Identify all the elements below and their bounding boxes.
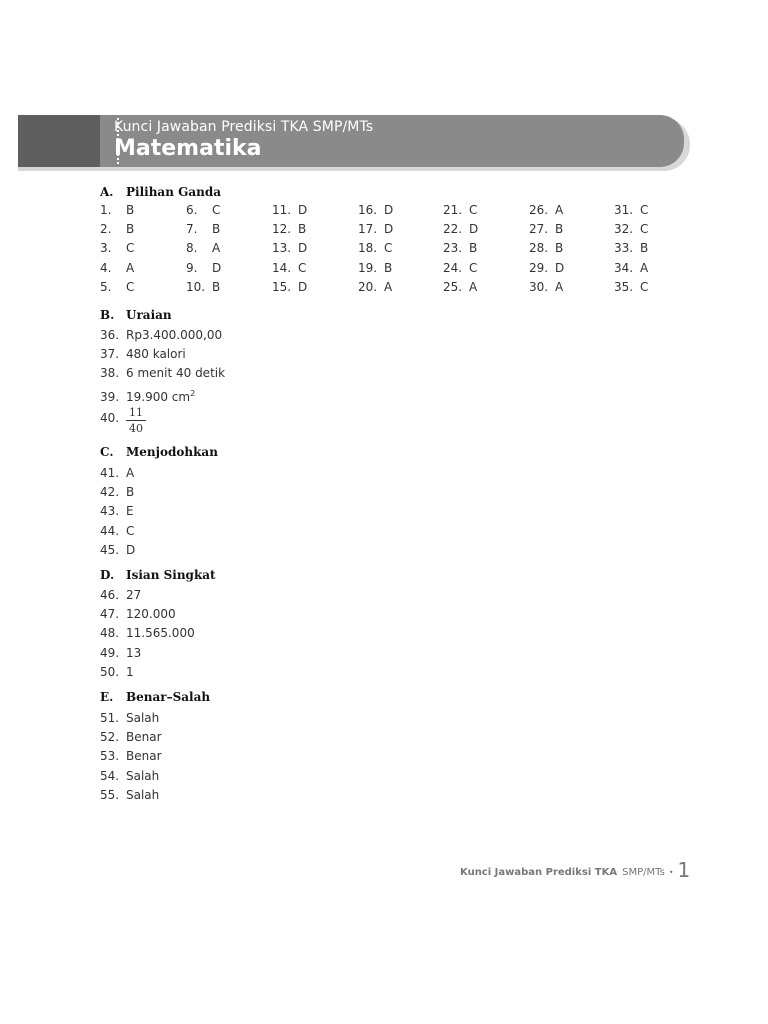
section-c-heading <box>100 445 218 459</box>
list-item: 14. C <box>272 260 307 275</box>
list-item: 8. A <box>186 241 221 256</box>
list-item: 16. D <box>358 203 394 217</box>
fraction <box>126 406 146 435</box>
list-item: 26. A <box>529 203 564 217</box>
mc-column-4 <box>358 201 393 297</box>
list-item: 48. 11.565.000 <box>100 626 195 641</box>
list-item: 17. D <box>358 222 394 237</box>
section-label: Menjodohkan <box>126 445 218 459</box>
list-item: 6. C <box>186 203 221 217</box>
list-item: 3. C <box>100 241 135 256</box>
true-false-list <box>100 709 162 805</box>
list-item: 34. A <box>614 260 649 275</box>
list-item: 47. 120.000 <box>100 607 176 622</box>
list-item: 46. 27 <box>100 588 142 602</box>
fraction-denominator: 40 <box>129 422 143 435</box>
page-title: Matematika <box>114 136 262 161</box>
list-item: 42. B <box>100 485 135 500</box>
section-letter: B. <box>100 308 115 322</box>
section-label: Pilihan Ganda <box>126 185 222 199</box>
list-item: 53. Benar <box>100 749 162 764</box>
list-item: 49. 13 <box>100 645 142 660</box>
list-item: 29. D <box>529 260 565 275</box>
list-item: 13. D <box>272 241 308 256</box>
section-label: Isian Singkat <box>126 568 216 582</box>
footer-subtitle: SMP/MTs <box>622 867 665 878</box>
list-item: 39. 19.900 $cm^2$ <box>100 388 196 404</box>
matching-list <box>100 464 135 560</box>
list-item: 30. A <box>529 279 564 294</box>
list-item: 1. B <box>100 203 135 217</box>
short-answer-list <box>100 586 195 682</box>
footer-separator: • <box>668 868 674 877</box>
list-item: 23. B <box>443 241 478 256</box>
page-footer <box>460 856 690 880</box>
list-item-number: 40. <box>100 411 120 425</box>
list-item: 54. Salah <box>100 768 160 783</box>
section-letter: C. <box>100 445 114 459</box>
page-number: 1 <box>677 858 691 882</box>
mc-column-7 <box>614 201 648 297</box>
list-item: 31. C <box>614 203 649 217</box>
list-item: 37. 480 kalori <box>100 347 186 362</box>
list-item: 24. C <box>443 260 478 275</box>
list-item: 10. B <box>186 279 221 294</box>
mc-column-2 <box>186 201 221 297</box>
list-item: 38. 6 menit 40 detik <box>100 366 226 381</box>
list-item: 20. A <box>358 279 393 294</box>
mc-column-6 <box>529 201 564 297</box>
list-item: 45. D <box>100 542 136 557</box>
fraction-numerator: 11 <box>126 406 146 421</box>
section-letter: A. <box>100 185 114 199</box>
list-item: 11. D <box>272 203 308 217</box>
list-item: 22. D <box>443 222 479 237</box>
section-label: Benar–Salah <box>126 690 211 704</box>
list-item: 50. 1 <box>100 664 134 679</box>
list-item: 35. C <box>614 279 649 294</box>
list-item: 36. Rp3.400.000,00 <box>100 328 223 342</box>
list-item: 5. C <box>100 279 135 294</box>
list-item: 44. C <box>100 523 135 538</box>
list-item: 55. Salah <box>100 787 160 802</box>
essay-list <box>100 326 225 403</box>
list-item: 19. B <box>358 260 393 275</box>
list-item: 21. C <box>443 203 478 217</box>
list-item: 41. A <box>100 466 135 480</box>
list-item: 43. E <box>100 504 134 519</box>
list-item: 27. B <box>529 222 564 237</box>
superscript: 2 <box>190 388 196 398</box>
list-item: 4. A <box>100 260 135 275</box>
list-item: 2. B <box>100 222 135 237</box>
section-d-heading <box>100 568 216 582</box>
list-item: 15. D <box>272 279 308 294</box>
section-a-heading <box>100 185 221 199</box>
section-letter: D. <box>100 568 115 582</box>
list-item: 12. B <box>272 222 307 237</box>
section-e-heading <box>100 690 210 704</box>
mc-column-1 <box>100 201 134 297</box>
section-b-heading <box>100 308 172 322</box>
banner-dark-tab <box>18 115 100 167</box>
list-item: 7. B <box>186 222 221 237</box>
mc-column-5 <box>443 201 478 297</box>
list-item: 32. C <box>614 222 649 237</box>
list-item: 25. A <box>443 279 478 294</box>
list-item: 9. D <box>186 260 222 275</box>
list-item: 33. B <box>614 241 649 256</box>
section-label: Uraian <box>126 308 172 322</box>
list-item: 28. B <box>529 241 564 256</box>
list-item: 51. Salah <box>100 711 160 725</box>
list-item: 18. C <box>358 241 393 256</box>
header-banner <box>18 115 684 167</box>
section-letter: E. <box>100 690 114 704</box>
footer-title: Kunci Jawaban Prediksi TKA <box>460 867 618 878</box>
mc-column-3 <box>272 201 307 297</box>
header-subtitle: Kunci Jawaban Prediksi TKA SMP/MTs <box>114 119 374 135</box>
list-item: 52. Benar <box>100 730 162 745</box>
